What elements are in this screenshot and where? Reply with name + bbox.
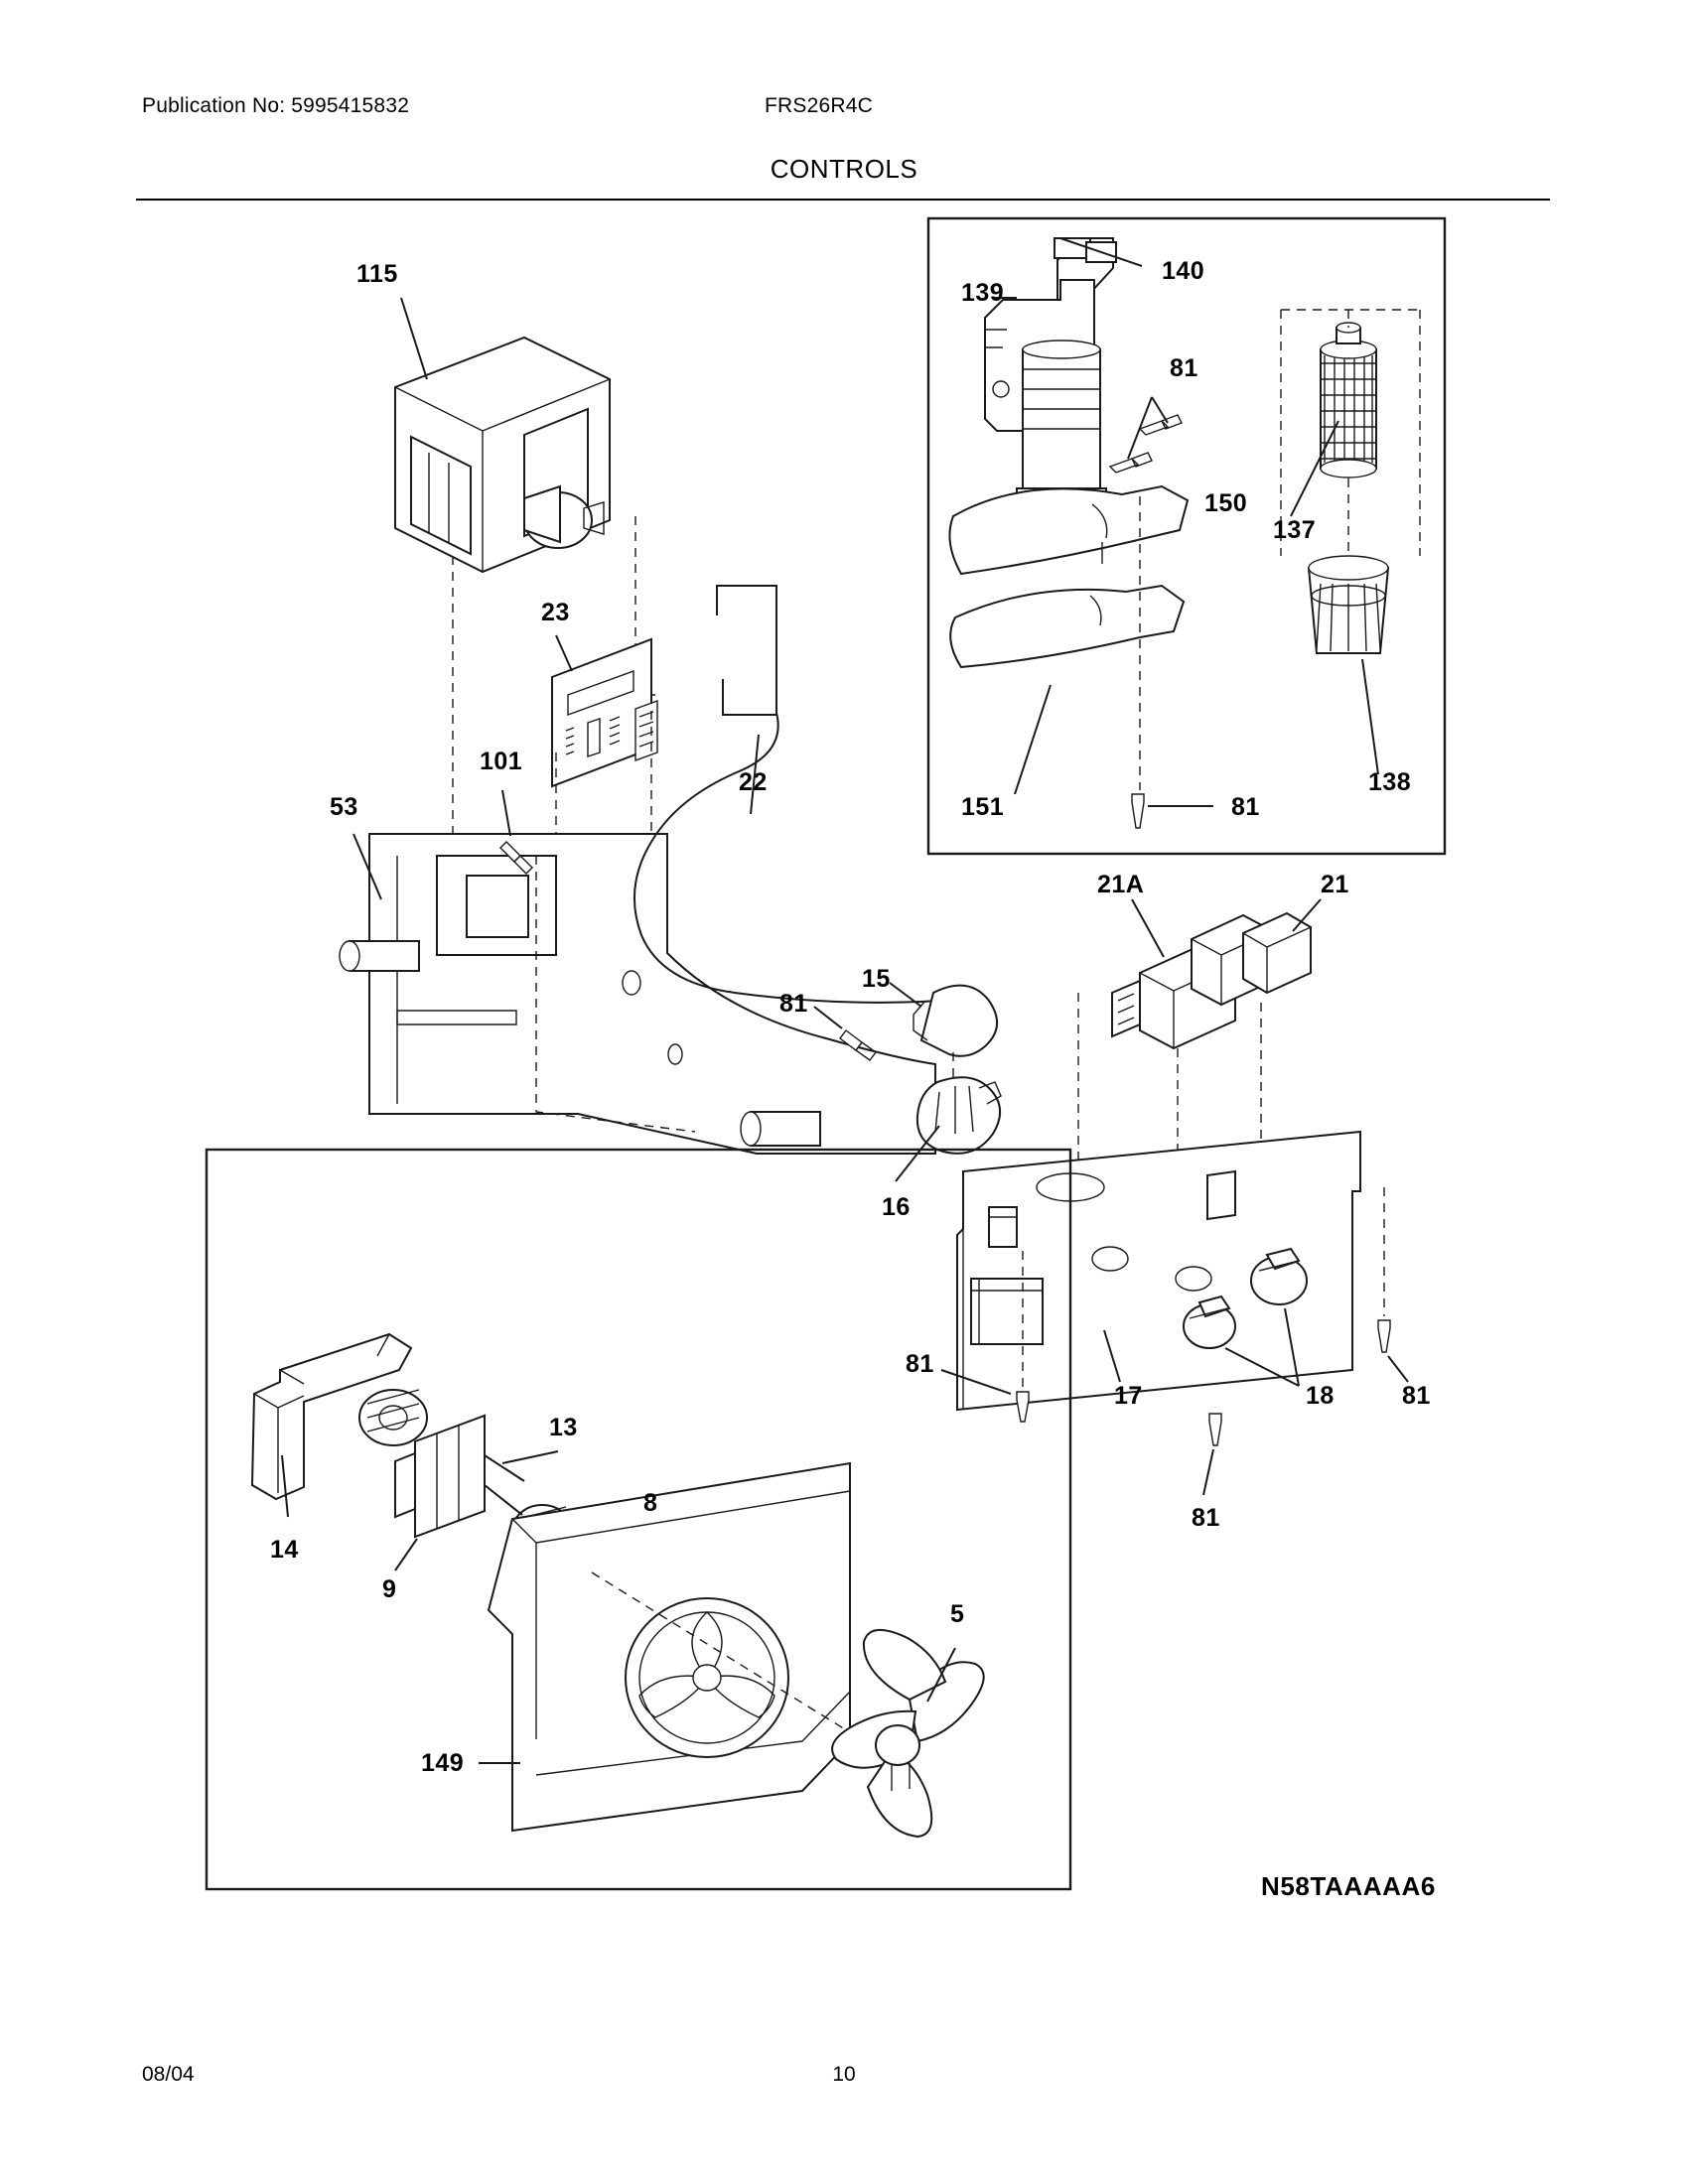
- callout-18: 18: [1306, 1382, 1335, 1410]
- callout-81-panel-bottom: 81: [1192, 1504, 1220, 1532]
- callout-22: 22: [739, 768, 768, 796]
- callout-5: 5: [950, 1600, 965, 1628]
- drawing-code: N58TAAAAA6: [1261, 1871, 1436, 1901]
- model-number: FRS26R4C: [765, 94, 873, 117]
- callout-21: 21: [1321, 871, 1349, 898]
- callout-21A: 21A: [1097, 871, 1145, 898]
- callout-53: 53: [330, 793, 358, 821]
- callout-151: 151: [961, 793, 1005, 821]
- publication-number: Publication No: 5995415832: [142, 94, 410, 117]
- callout-17: 17: [1114, 1382, 1143, 1410]
- callout-101: 101: [480, 748, 523, 775]
- callout-81-filter-head: 81: [1170, 354, 1198, 382]
- callout-9: 9: [382, 1575, 397, 1603]
- page-title: CONTROLS: [770, 154, 918, 184]
- callout-81-bracket: 81: [779, 990, 808, 1018]
- callout-8: 8: [643, 1489, 658, 1517]
- callout-140: 140: [1162, 257, 1205, 285]
- callout-81-filter-bottom: 81: [1231, 793, 1260, 821]
- footer-page-number: 10: [832, 2063, 856, 2086]
- callout-16: 16: [882, 1193, 911, 1221]
- callout-81-panel-right: 81: [1402, 1382, 1431, 1410]
- callout-23: 23: [541, 599, 570, 626]
- callout-15: 15: [862, 965, 891, 993]
- callout-115: 115: [356, 260, 398, 288]
- callout-149: 149: [421, 1749, 465, 1777]
- callout-14: 14: [270, 1536, 299, 1564]
- callout-137: 137: [1273, 516, 1317, 544]
- callout-138: 138: [1368, 768, 1412, 796]
- callout-139: 139: [961, 279, 1005, 307]
- footer-date: 08/04: [142, 2063, 195, 2086]
- callout-81-panel-left: 81: [906, 1350, 934, 1378]
- callout-150: 150: [1204, 489, 1248, 517]
- callout-13: 13: [549, 1414, 578, 1441]
